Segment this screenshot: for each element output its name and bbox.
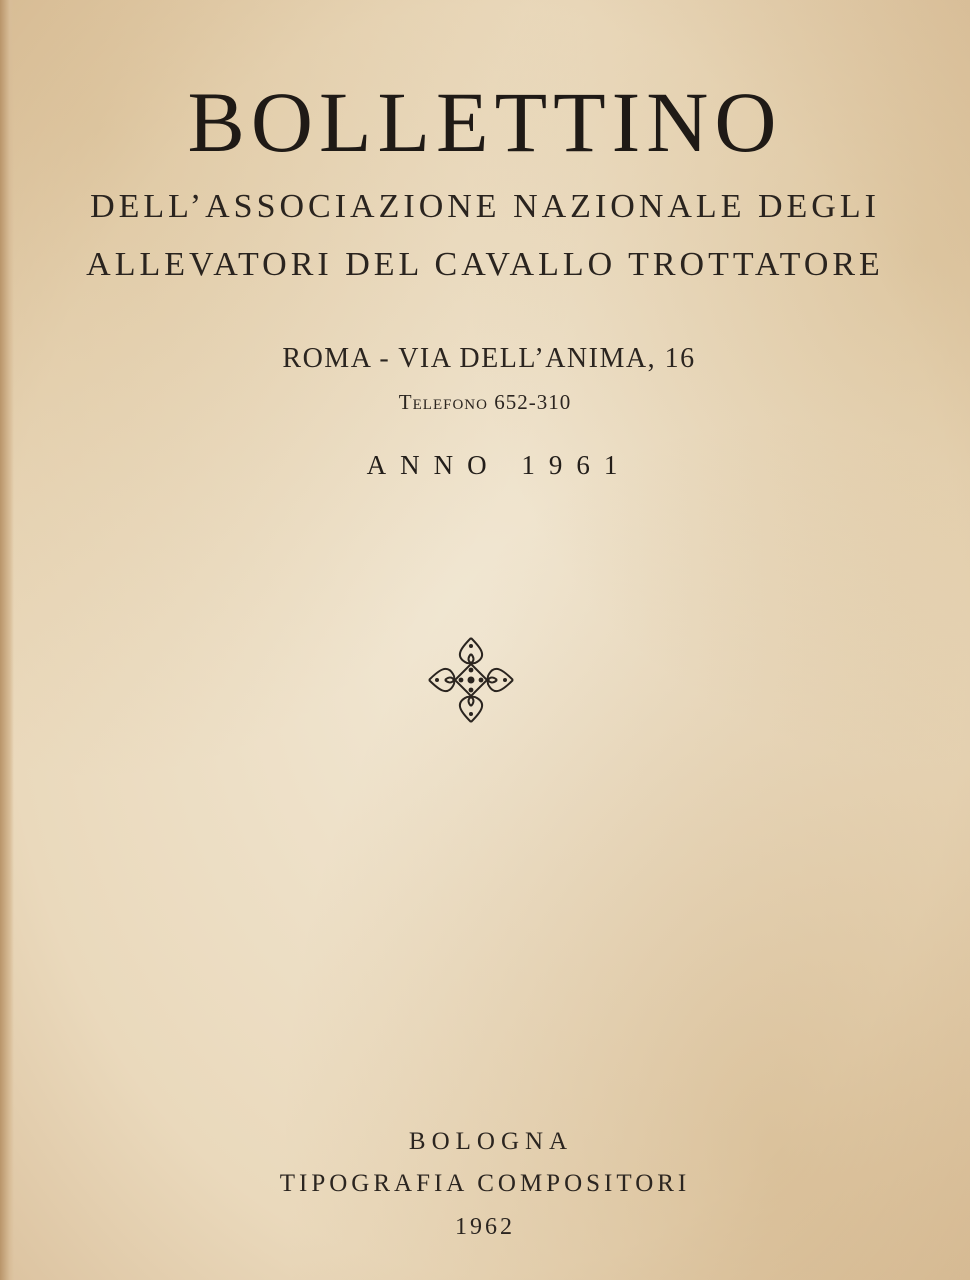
publisher-year: 1962 bbox=[455, 1214, 515, 1240]
publisher-name: TIPOGRAFIA COMPOSITORI bbox=[279, 1170, 691, 1197]
page-title: BOLLETTINO bbox=[187, 74, 783, 170]
phone-number: Telefono 652-310 bbox=[398, 390, 572, 414]
fleuron-ornament-icon bbox=[425, 634, 517, 726]
subtitle-line-2: ALLEVATORI DEL CAVALLO TROTTATORE bbox=[86, 246, 884, 283]
publication-year: ANNO 1961 bbox=[366, 450, 632, 480]
address: ROMA - VIA DELL’ANIMA, 16 bbox=[282, 343, 696, 374]
publisher-city: BOLOGNA bbox=[408, 1128, 574, 1155]
subtitle-line-1: DELL’ASSOCIAZIONE NAZIONALE DEGLI bbox=[90, 188, 880, 225]
